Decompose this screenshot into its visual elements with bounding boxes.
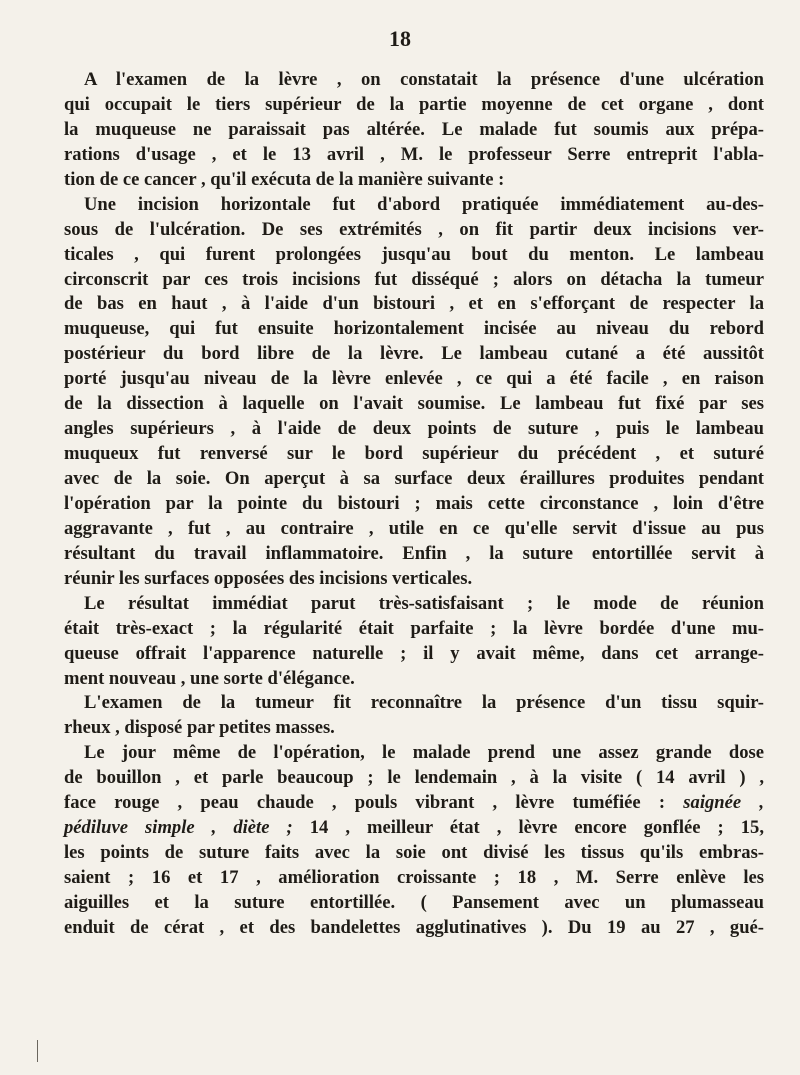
text-line xyxy=(64,68,764,93)
text-line xyxy=(64,617,764,642)
text-line xyxy=(64,667,764,692)
page-number: 18 xyxy=(389,26,411,51)
italic-text: saignée , xyxy=(683,792,765,814)
text-line xyxy=(64,816,764,841)
text-line xyxy=(64,442,764,467)
text-line xyxy=(64,367,764,392)
line-text: rations d'usage , et le 13 avril , M. le professeur Serre entreprit l'abla- xyxy=(64,143,764,165)
text-line xyxy=(64,567,764,592)
text-line xyxy=(64,292,764,317)
text-line xyxy=(64,517,764,542)
line-text: A l'examen de la lèvre , on constatait la présence d'une ulcération xyxy=(84,69,764,90)
text-line xyxy=(64,592,764,617)
italic-text: pédiluve simple , diète ; xyxy=(64,817,293,839)
line-text: était très-exact ; la régularité était parfaite ; la lèvre bordée d'une mu- xyxy=(64,617,764,639)
text-line xyxy=(64,392,764,417)
text-line xyxy=(64,168,764,193)
text-line xyxy=(64,841,764,866)
text-line xyxy=(64,218,764,243)
text-line xyxy=(64,891,764,916)
line-text: L'examen de la tumeur fit reconnaître la présence d'un tissu squir- xyxy=(84,692,764,714)
text-line xyxy=(64,866,764,891)
line-text: saient ; 16 et 17 , amélioration croissante ; 18 , M. Serre enlève les xyxy=(64,867,764,888)
line-text: sous de l'ulcération. De ses extrémités , on fit partir deux incisions ver- xyxy=(64,218,764,240)
line-text: rheux , disposé par petites masses. xyxy=(64,717,335,739)
line-text: muqueuse, qui fut ensuite horizontalement incisée au niveau du rebord xyxy=(64,318,764,340)
line-text: circonscrit par ces trois incisions fut disséqué ; alors on détacha la tumeur xyxy=(64,268,764,290)
line-text: ticales , qui furent prolongées jusqu'au bout du menton. Le lambeau xyxy=(64,243,764,265)
text-line xyxy=(64,741,764,766)
line-text: tion de ce cancer , qu'il exécuta de la manière suivante : xyxy=(64,168,505,190)
text-line xyxy=(64,317,764,342)
text-line xyxy=(64,342,764,367)
text-line xyxy=(64,243,764,268)
text-line xyxy=(64,268,764,293)
line-text-after: 14 , meilleur état , lèvre encore gonflée ; 15, xyxy=(292,817,764,839)
line-text: les points de suture faits avec la soie ont divisé les tissus qu'ils embras- xyxy=(64,842,764,864)
line-text: l'opération par la pointe du bistouri ; mais cette circonstance , loin d'être xyxy=(64,492,764,514)
text-line xyxy=(64,492,764,517)
line-text: porté jusqu'au niveau de la lèvre enlevée , ce qui a été facile , en raison xyxy=(64,368,764,390)
line-text: résultant du travail inflammatoire. Enfin , la suture entortillée servit à xyxy=(64,542,764,564)
margin-mark xyxy=(37,1040,38,1062)
line-text: aggravante , fut , au contraire , utile en ce qu'elle servit d'issue au pus xyxy=(64,517,764,539)
text-line xyxy=(64,766,764,791)
line-text: postérieur du bord libre de la lèvre. Le lambeau cutané a été aussitôt xyxy=(64,343,764,365)
text-line xyxy=(64,716,764,741)
line-text: de bas en haut , à l'aide d'un bistouri , et en s'efforçant de respecter la xyxy=(64,293,764,315)
line-text: queuse offrait l'apparence naturelle ; il y avait même, dans cet arrange- xyxy=(64,642,764,664)
line-text: avec de la soie. On aperçut à sa surface deux éraillures produites pendant xyxy=(64,468,764,489)
text-line xyxy=(64,642,764,667)
line-text: ment nouveau , une sorte d'élégance. xyxy=(64,667,355,689)
text-line xyxy=(64,118,764,143)
line-text: la muqueuse ne paraissait pas altérée. Le malade fut soumis aux prépa- xyxy=(64,118,764,140)
text-line xyxy=(64,691,764,716)
text-line xyxy=(64,791,764,816)
text-line xyxy=(64,193,764,218)
text-line xyxy=(64,467,764,492)
body-text xyxy=(64,68,764,941)
text-line xyxy=(64,143,764,168)
line-text: Le jour même de l'opération, le malade prend une assez grande dose xyxy=(84,742,764,764)
line-text: face rouge , peau chaude , pouls vibrant , lèvre tuméfiée : xyxy=(64,792,666,814)
line-text: de bouillon , et parle beaucoup ; le lendemain , à la visite ( 14 avril ) , xyxy=(64,767,764,789)
text-line xyxy=(64,93,764,118)
line-text: qui occupait le tiers supérieur de la partie moyenne de cet organe , dont xyxy=(64,93,764,115)
text-line xyxy=(64,916,764,941)
line-text: angles supérieurs , à l'aide de deux points de suture , puis le lambeau xyxy=(64,418,764,440)
line-text: de la dissection à laquelle on l'avait soumise. Le lambeau fut fixé par ses xyxy=(64,393,764,415)
line-text: aiguilles et la suture entortillée. ( Pansement avec un plumasseau xyxy=(64,891,764,913)
text-line xyxy=(64,542,764,567)
line-text: Le résultat immédiat parut très-satisfaisant ; le mode de réunion xyxy=(84,592,764,614)
line-text: enduit de cérat , et des bandelettes agglutinatives ). Du 19 au 27 , gué- xyxy=(64,916,764,938)
line-text: Une incision horizontale fut d'abord pratiquée immédiatement au-des- xyxy=(84,193,764,215)
text-line xyxy=(64,417,764,442)
line-text: réunir les surfaces opposées des incisions verticales. xyxy=(64,567,473,589)
line-text: muqueux fut renversé sur le bord supérieur du précédent , et suturé xyxy=(64,443,764,465)
